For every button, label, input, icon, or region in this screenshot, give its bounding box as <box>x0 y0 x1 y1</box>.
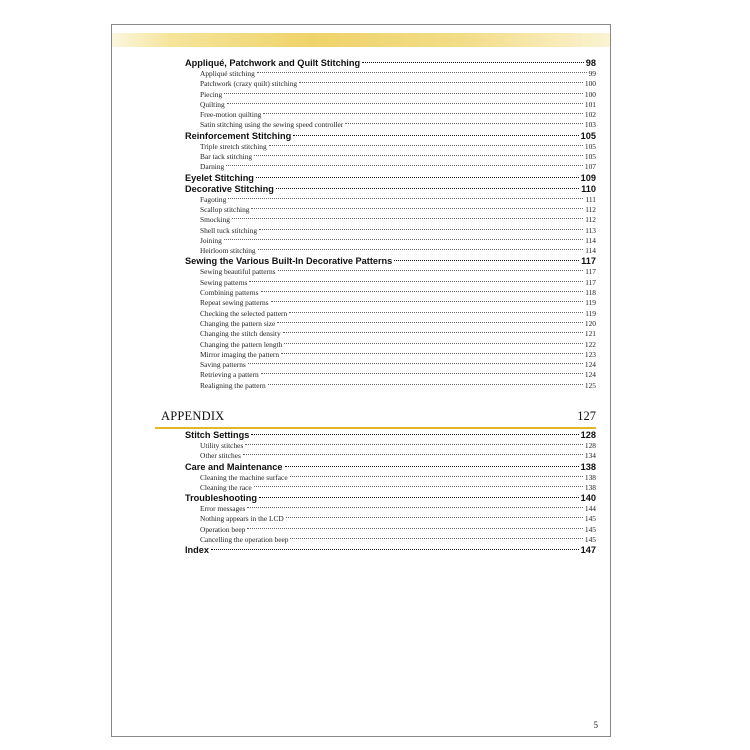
dot-leader <box>276 188 579 189</box>
dot-leader <box>251 208 583 209</box>
toc-entry-label: Utility stitches <box>200 441 244 450</box>
dot-leader <box>249 281 583 282</box>
toc-entry-page-number: 100 <box>584 89 596 99</box>
toc-entry-page-number: 114 <box>585 235 596 245</box>
toc-subentry[interactable] <box>185 451 596 461</box>
toc-entry-page-number: 117 <box>585 267 596 277</box>
toc-entry-label: Index <box>185 545 209 556</box>
toc-entry-label: Heirloom stitching <box>200 246 256 256</box>
toc-entry-label: Other stitches <box>200 451 241 461</box>
toc-entry-page-number: 117 <box>585 277 596 287</box>
toc-entry-page-number: 119 <box>585 298 596 308</box>
page-number: 5 <box>593 720 598 730</box>
toc-subentry[interactable] <box>185 100 596 110</box>
toc-entry-label: Shell tuck stitching <box>200 225 258 235</box>
toc-subentry[interactable] <box>185 514 596 524</box>
appendix-page-number: 127 <box>577 409 596 423</box>
toc-entry-label: Realigning the pattern <box>200 380 266 390</box>
toc-entry-page-number: 120 <box>584 318 596 328</box>
toc-entry-label: Mirror imaging the pattern <box>200 349 280 359</box>
dot-leader <box>299 82 583 83</box>
toc-entry-page-number: 134 <box>584 451 596 461</box>
toc-entry-label: Joining <box>200 235 222 245</box>
toc-entry-label: Cancelling the operation beep <box>200 535 289 545</box>
toc-entry-page-number: 117 <box>581 256 596 267</box>
toc-entry-page-number: 109 <box>580 172 596 183</box>
dot-leader <box>277 322 583 323</box>
toc-subentry[interactable] <box>185 535 596 545</box>
toc-entry-page-number: 145 <box>584 535 596 545</box>
toc-entry-label: Stitch Settings <box>185 430 250 440</box>
toc-entry-page-number: 105 <box>580 130 596 141</box>
toc-subentry[interactable] <box>185 525 596 535</box>
toc-subentry[interactable] <box>185 195 596 205</box>
toc-entry-page-number: 144 <box>584 504 596 514</box>
dot-leader <box>248 363 583 364</box>
toc-entry-label: Darning <box>200 162 225 172</box>
toc-entry-page-number: 145 <box>584 524 596 534</box>
toc-subentry[interactable] <box>185 441 596 451</box>
dot-leader <box>257 72 587 73</box>
toc-subentry[interactable] <box>185 120 596 130</box>
toc-entry-label: Sewing beautiful patterns <box>200 267 276 277</box>
dot-leader <box>289 312 583 313</box>
dot-leader <box>261 291 584 292</box>
toc-entry-page-number: 147 <box>580 545 596 556</box>
dot-leader <box>224 93 583 94</box>
dot-leader <box>227 103 583 104</box>
toc-entry-label: Smocking <box>200 215 230 225</box>
dot-leader <box>284 343 583 344</box>
toc-subentry[interactable] <box>185 152 596 162</box>
toc-entry-label: Triple stretch stitching <box>200 141 267 151</box>
toc-subentry[interactable] <box>185 142 596 152</box>
header-color-band <box>112 33 610 47</box>
toc-entry-page-number: 99 <box>588 69 596 78</box>
table-of-contents <box>185 58 596 391</box>
toc-heading-entry[interactable] <box>185 430 596 441</box>
toc-subentry[interactable] <box>185 215 596 225</box>
dot-leader <box>286 517 583 518</box>
toc-entry-label: Cleaning the machine surface <box>200 472 288 482</box>
toc-entry-label: Repeat sewing patterns <box>200 298 269 308</box>
toc-entry-page-number: 119 <box>585 308 596 318</box>
toc-subentry[interactable] <box>185 360 596 370</box>
toc-entry-label: Checking the selected pattern <box>200 308 288 318</box>
toc-entry-page-number: 103 <box>584 120 596 130</box>
toc-subentry[interactable] <box>185 278 596 288</box>
toc-subentry[interactable] <box>185 309 596 319</box>
toc-subentry[interactable] <box>185 381 596 391</box>
toc-entry-page-number: 114 <box>585 246 596 256</box>
dot-leader <box>345 123 583 124</box>
toc-heading-entry[interactable] <box>185 256 596 267</box>
dot-leader <box>269 145 583 146</box>
dot-leader <box>256 177 579 178</box>
appendix-title: APPENDIX <box>161 409 225 423</box>
dot-leader <box>290 538 582 539</box>
toc-entry-label: Operation beep <box>200 524 246 534</box>
toc-subentry[interactable] <box>185 329 596 339</box>
dot-leader <box>247 528 583 529</box>
toc-entry-label: Sewing the Various Built-In Decorative Patterns <box>185 256 393 267</box>
dot-leader <box>232 218 583 219</box>
appendix-table-of-contents <box>185 430 596 556</box>
toc-entry-page-number: 118 <box>585 288 596 298</box>
toc-subentry[interactable] <box>185 226 596 236</box>
dot-leader <box>259 229 583 230</box>
toc-entry-label: Retrieving a pattern <box>200 370 259 380</box>
toc-heading-entry[interactable] <box>185 184 596 195</box>
dot-leader <box>281 353 583 354</box>
toc-subentry[interactable] <box>185 504 596 514</box>
toc-entry-label: Eyelet Stitching <box>185 172 254 183</box>
toc-entry-page-number: 102 <box>584 110 596 120</box>
toc-entry-page-number: 101 <box>584 99 596 109</box>
toc-heading-entry[interactable] <box>185 493 596 504</box>
toc-subentry[interactable] <box>185 79 596 89</box>
toc-entry-page-number: 145 <box>584 514 596 524</box>
toc-heading-entry[interactable] <box>185 173 596 184</box>
toc-subentry[interactable] <box>185 110 596 120</box>
toc-entry-page-number: 124 <box>584 360 596 370</box>
dot-leader <box>224 239 583 240</box>
toc-entry-label: Bar tack stitching <box>200 152 253 162</box>
toc-entry-label: Piecing <box>200 89 223 99</box>
dot-leader <box>261 373 583 374</box>
dot-leader <box>254 155 583 156</box>
toc-entry-page-number: 138 <box>584 472 596 482</box>
toc-entry-label: Care and Maintenance <box>185 461 283 472</box>
dot-leader <box>362 62 584 63</box>
toc-entry-page-number: 138 <box>580 461 596 472</box>
toc-subentry[interactable] <box>185 205 596 215</box>
toc-heading-entry[interactable] <box>185 545 596 556</box>
toc-entry-label: Changing the pattern length <box>200 339 283 349</box>
toc-entry-page-number: 122 <box>584 339 596 349</box>
dot-leader <box>211 549 579 550</box>
toc-entry-page-number: 110 <box>581 183 596 194</box>
manual-page <box>111 24 611 737</box>
toc-entry-label: Quilting <box>200 99 225 109</box>
toc-entry-label: Appliqué stitching <box>200 69 255 78</box>
toc-entry-label: Saving patterns <box>200 360 246 370</box>
toc-heading-entry[interactable] <box>185 462 596 473</box>
dot-leader <box>268 384 583 385</box>
toc-entry-label: Combining patterns <box>200 288 259 298</box>
toc-entry-label: Scallop stitching <box>200 204 250 214</box>
toc-entry-page-number: 138 <box>584 482 596 492</box>
toc-subentry[interactable] <box>185 236 596 246</box>
toc-subentry[interactable] <box>185 298 596 308</box>
toc-entry-label: Fagoting <box>200 194 227 204</box>
toc-subentry[interactable] <box>185 246 596 256</box>
toc-entry-label: Satin stitching using the sewing speed controller <box>200 120 344 130</box>
toc-entry-page-number: 100 <box>584 79 596 89</box>
toc-subentry[interactable] <box>185 90 596 100</box>
toc-entry-page-number: 123 <box>584 349 596 359</box>
dot-leader <box>254 486 583 487</box>
toc-entry-page-number: 121 <box>584 329 596 339</box>
toc-entry-page-number: 112 <box>585 204 596 214</box>
toc-entry-page-number: 124 <box>584 370 596 380</box>
toc-subentry[interactable] <box>185 69 596 79</box>
toc-heading-entry[interactable] <box>185 131 596 142</box>
dot-leader <box>263 113 583 114</box>
toc-entry-page-number: 128 <box>584 441 596 450</box>
dot-leader <box>394 260 579 261</box>
toc-subentry[interactable] <box>185 319 596 329</box>
dot-leader <box>293 135 578 136</box>
toc-entry-page-number: 113 <box>585 225 596 235</box>
toc-entry-label: Changing the pattern size <box>200 318 276 328</box>
toc-heading-entry[interactable] <box>185 58 596 69</box>
dot-leader <box>271 301 584 302</box>
toc-entry-label: Reinforcement Stitching <box>185 130 292 141</box>
toc-subentry[interactable] <box>185 350 596 360</box>
toc-entry-page-number: 128 <box>580 430 596 440</box>
toc-entry-page-number: 105 <box>584 152 596 162</box>
toc-entry-label: Cleaning the race <box>200 482 252 492</box>
toc-entry-page-number: 98 <box>585 58 596 68</box>
toc-entry-label: Appliqué, Patchwork and Quilt Stitching <box>185 58 361 68</box>
dot-leader <box>228 198 583 199</box>
toc-subentry[interactable] <box>185 162 596 172</box>
toc-entry-label: Sewing patterns <box>200 277 248 287</box>
toc-subentry[interactable] <box>185 483 596 493</box>
toc-entry-label: Error messages <box>200 504 246 514</box>
toc-entry-page-number: 111 <box>585 194 596 204</box>
dot-leader <box>245 444 583 445</box>
dot-leader <box>278 270 584 271</box>
toc-entry-label: Free-motion quilting <box>200 110 262 120</box>
toc-subentry[interactable] <box>185 370 596 380</box>
dot-leader <box>258 249 584 250</box>
toc-entry-page-number: 112 <box>585 215 596 225</box>
dot-leader <box>290 476 583 477</box>
toc-entry-page-number: 105 <box>584 141 596 151</box>
toc-entry-page-number: 140 <box>580 493 596 504</box>
toc-entry-page-number: 107 <box>584 162 596 172</box>
toc-subentry[interactable] <box>185 288 596 298</box>
dot-leader <box>226 165 583 166</box>
dot-leader <box>251 434 578 435</box>
toc-subentry[interactable] <box>185 267 596 277</box>
appendix-divider-rule <box>155 427 596 429</box>
dot-leader <box>285 466 579 467</box>
toc-entry-label: Changing the stitch density <box>200 329 281 339</box>
dot-leader <box>259 497 579 498</box>
toc-entry-label: Patchwork (crazy quilt) stitching <box>200 79 298 89</box>
toc-entry-label: Nothing appears in the LCD <box>200 514 284 524</box>
dot-leader <box>243 454 583 455</box>
toc-entry-page-number: 125 <box>584 380 596 390</box>
toc-entry-label: Decorative Stitching <box>185 183 274 194</box>
toc-entry-label: Troubleshooting <box>185 493 257 504</box>
toc-subentry[interactable] <box>185 473 596 483</box>
toc-subentry[interactable] <box>185 340 596 350</box>
dot-leader <box>247 507 583 508</box>
appendix-section-header <box>155 409 596 428</box>
dot-leader <box>283 332 583 333</box>
